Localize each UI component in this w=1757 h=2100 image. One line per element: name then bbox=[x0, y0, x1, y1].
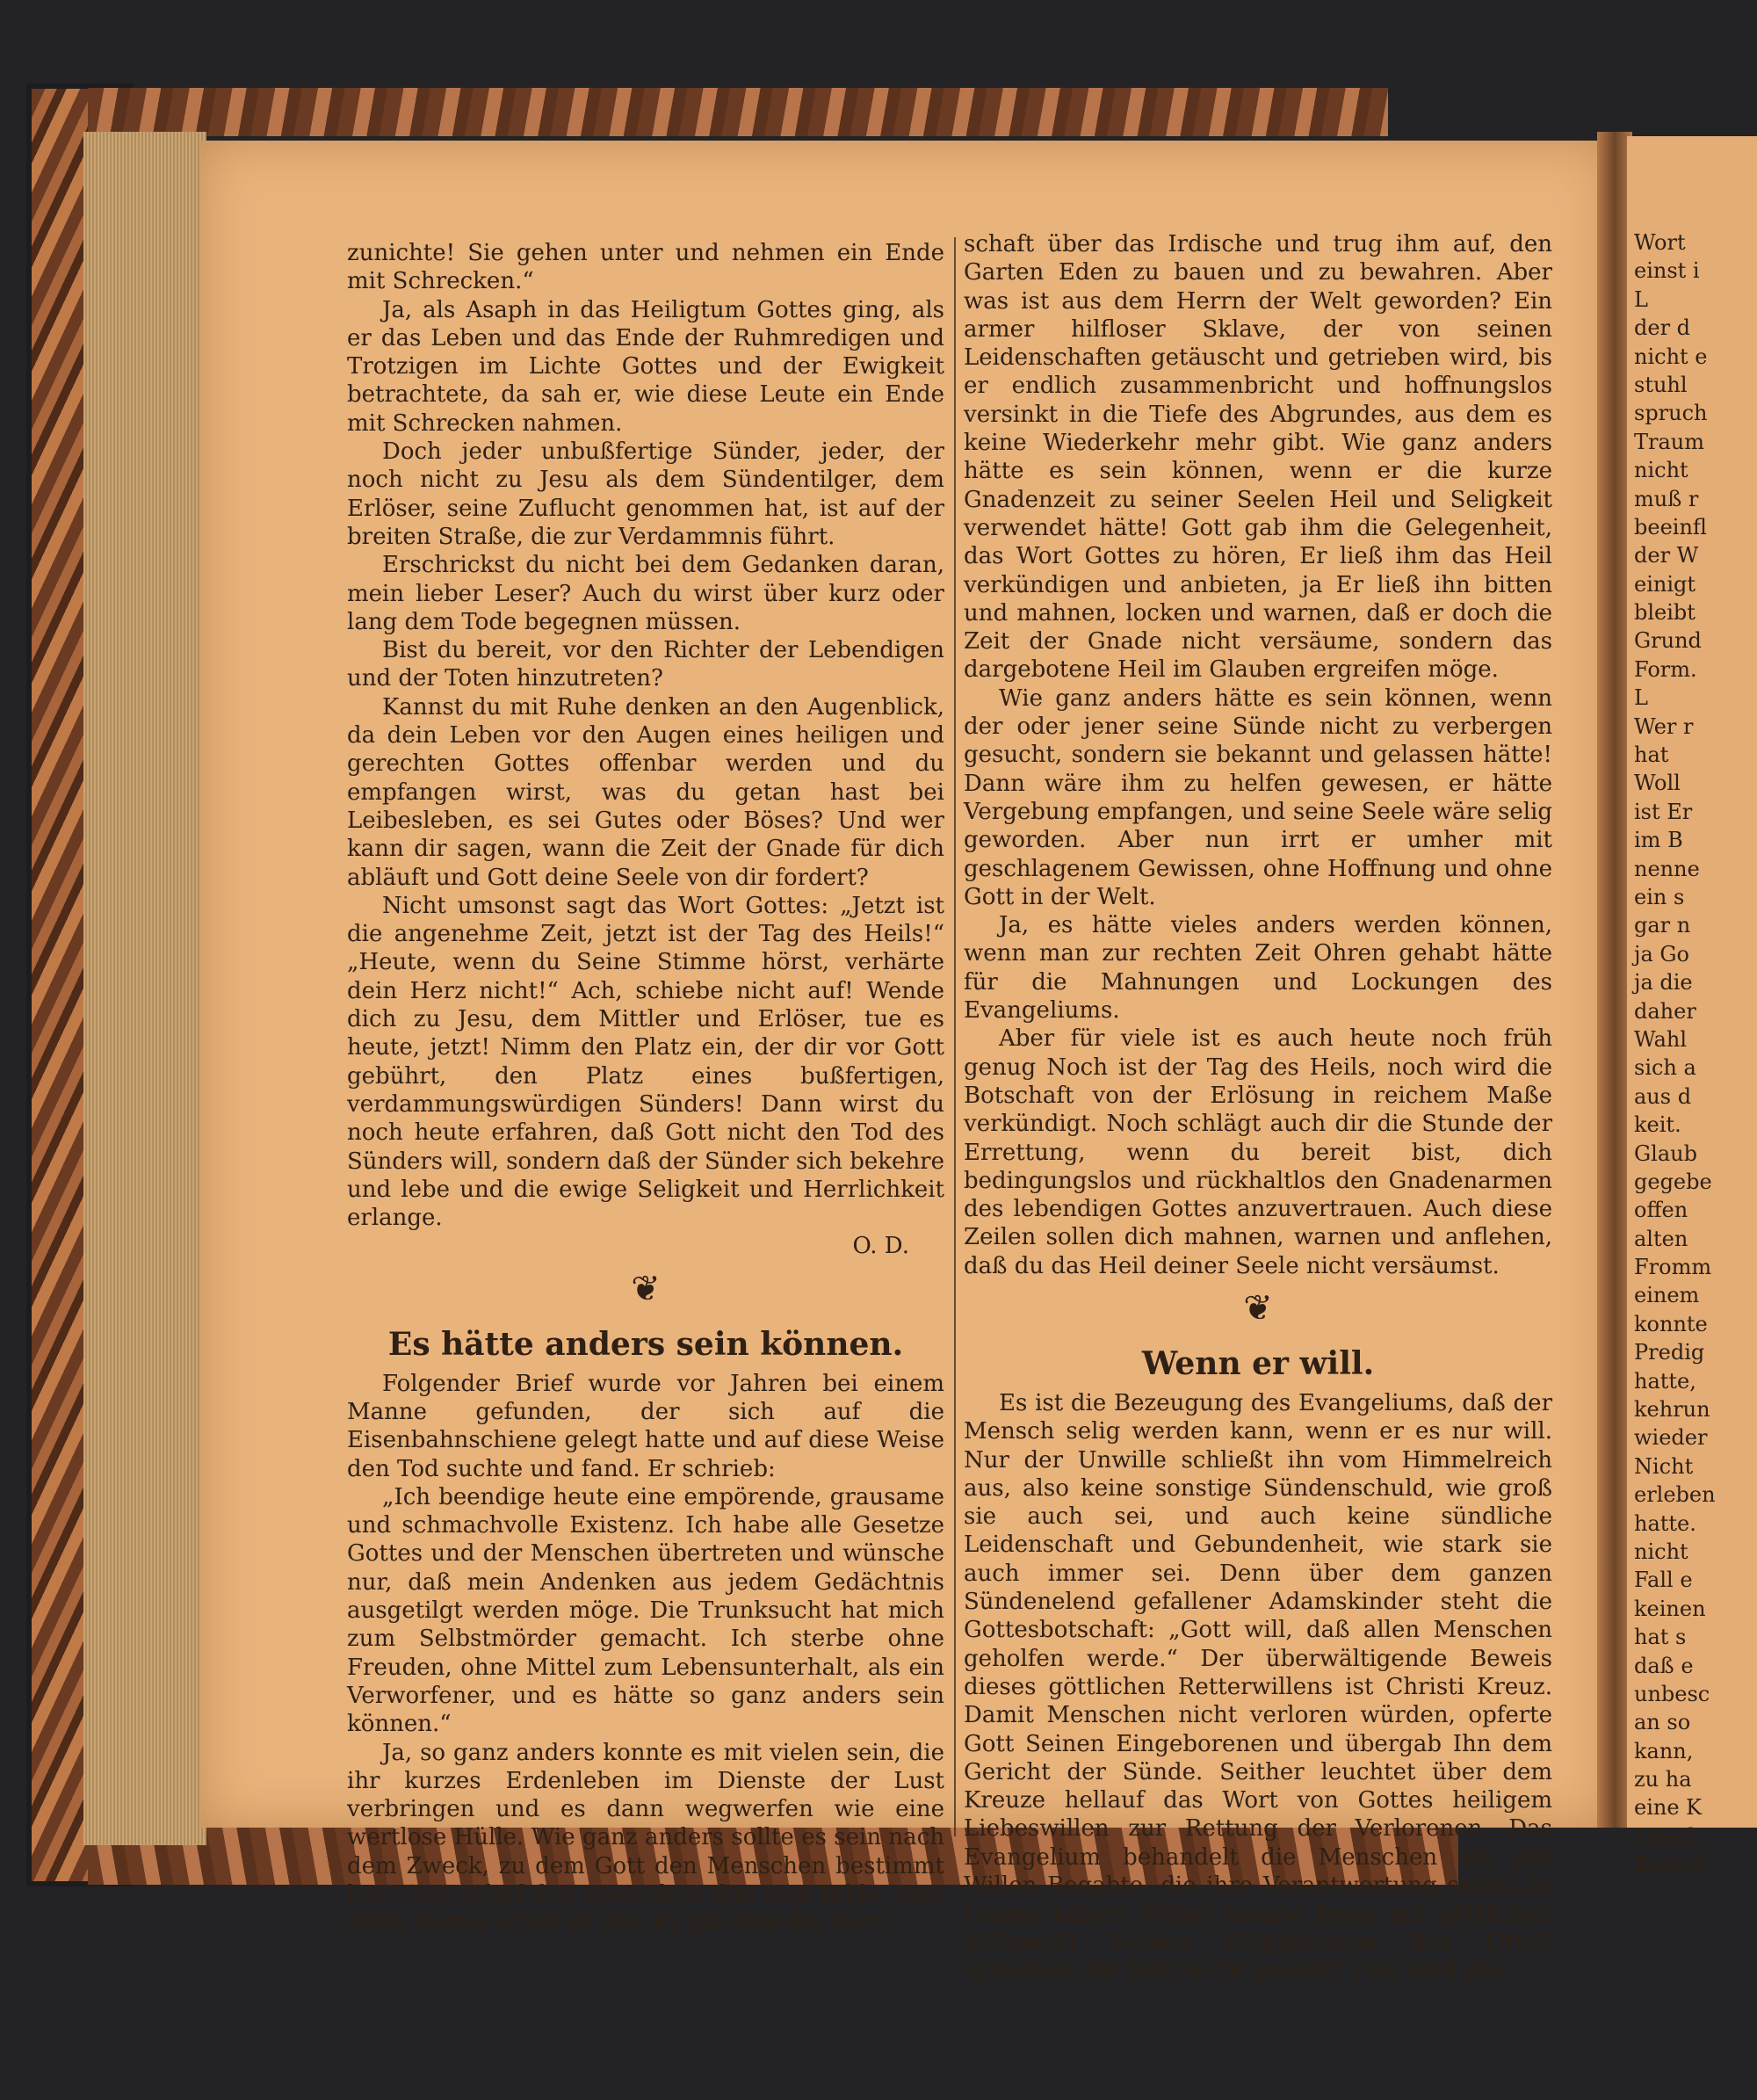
paragraph: Ja, als Asaph in das Heiligtum Gottes ging, als er das Leben und das Ende der Ruhmredigen und Trotzigen im Lichte Gottes und der Ewigkeit betrachtete, da sah er, wie diese Leute ein Ende mit Schrecken nahmen. bbox=[347, 296, 944, 437]
next-page-line: Wer r bbox=[1634, 713, 1694, 739]
book-cover-top bbox=[88, 88, 1388, 136]
paragraph: Doch jeder unbußfertige Sünder, jeder, der noch nicht zu Jesu als dem Sündentilger, dem Erlöser, seine Zuflucht genommen hat, ist auf der breiten Straße, die zur Verdammnis führt. bbox=[347, 438, 944, 550]
next-page-line: alten bbox=[1634, 1226, 1688, 1251]
next-page-line: gar n bbox=[1634, 913, 1691, 938]
paragraph: Es ist die Bezeugung des Evangeliums, daß der Mensch selig werden kann, wenn er es nur will. Nur der Unwille schließt ihn vom Himmelreich aus, also keine sonstige Sündenschuld, wie groß sie auch sei, und auch keine sündliche Leidenschaft und Gebundenheit, wie stark sie auch immer sei. Denn über dem ganzen Sündenelend gefallener Adamskinder steht die Gottesbotschaft: „Gott will, daß allen Menschen geholfen werde.“ Der überwältigende Beweis dieses göttlichen Retterwillens ist Christi Kreuz. Damit Menschen nicht verloren würden, opferte Gott Seinen Eingeborenen und übergab Ihn dem Gericht der Sünde. Seither leuchtet über dem Kreuze hellauf das Wort von Gottes heiligem Liebeswillen zur Rettung der Verlorenen. Das Evangelium behandelt die Menschen als mit Willen Begabte, die ihre Verantwortung selbst zu tragen haben. Daher konnte Jesus mit göttlicher Vollmacht Seinen Zeitgenossen das Urteil sprechen: Ihr habt nicht gewollt! Das wird das bbox=[964, 1389, 1552, 1984]
next-page-fragments bbox=[1634, 228, 1757, 1879]
next-page-line: Fall e bbox=[1634, 1568, 1693, 1593]
next-page-line: wieder bbox=[1634, 1425, 1708, 1451]
next-page-line: ja die bbox=[1634, 970, 1693, 996]
next-page-line: keinen bbox=[1634, 1596, 1706, 1621]
next-page-line: stuhl bbox=[1634, 372, 1688, 397]
next-page-line: Wort bbox=[1634, 230, 1686, 255]
paragraph: Erschrickst du nicht bei dem Gedanken daran, mein lieber Leser? Auch du wirst über kurz oder lang dem Tode begegnen müssen. bbox=[347, 552, 944, 635]
next-page-line: hat bbox=[1634, 742, 1669, 768]
paragraph: schaft über das Irdische und trug ihm auf, den Garten Eden zu bauen und zu bewahren. Aber was ist aus dem Herrn der Welt geworden? Ein armer hilfloser Sklave, der von seinen Leidenschaften getäuscht und getrieben wird, bis er endlich zusammenbricht und hoffnungslos versinkt in die Tiefe des Abgrundes, aus dem es keine Wiederkehr mehr gibt. Wie ganz anders hätte es sein können, wenn er die kurze Gnadenzeit zu seiner Seelen Heil und Seligkeit verwendet hätte! Gott gab ihm die Gelegenheit, das Wort Gottes zu hören, Er ließ ihm das Heil verkündigen und anbieten, ja Er ließ ihn bitten und mahnen, locken und warnen, daß er doch die Zeit der Gnade nicht versäume, sondern das dargebotene Heil im Glauben ergreifen möge. bbox=[964, 231, 1552, 684]
next-page-line: kehrun bbox=[1634, 1397, 1710, 1423]
next-page-line: nicht bbox=[1634, 458, 1688, 483]
next-page-line: spruch bbox=[1634, 401, 1708, 426]
left-column bbox=[347, 239, 944, 1937]
paragraph: Aber für viele ist es auch heute noch früh genug Noch ist der Tag des Heils, noch wird die Botschaft von der Erlösung in reichem Maße verkündigt. Noch schlägt auch dir die Stunde der Errettung, wenn du bereit bist, dich bedingungslos und rückhaltlos den Gnadenarmen des lebendigen Gottes anzuvertrauen. Auch diese Zeilen sollen dich mahnen, warnen und anflehen, daß du das Heil deiner Seele nicht versäumst. bbox=[964, 1025, 1552, 1279]
next-page-line: ist Er bbox=[1634, 799, 1693, 824]
paragraph: Wie ganz anders hätte es sein können, wenn der oder jener seine Sünde nicht zu verbergen gesucht, sondern sie bekannt und gelassen hätte! Dann wäre ihm zu helfen gewesen, er hätte Vergebung empfangen, und seine Seele wäre selig geworden. Aber nun irrt er umher mit geschlagenem Gewissen, ohne Hoffnung und ohne Gott in der Welt. bbox=[964, 684, 1552, 910]
column-separator bbox=[954, 237, 956, 1836]
next-page-line: gegebe bbox=[1634, 1169, 1712, 1194]
next-page-line: Entsch bbox=[1634, 1852, 1708, 1878]
next-page-line: einigt bbox=[1634, 571, 1696, 597]
next-page-line: bleibt bbox=[1634, 600, 1696, 626]
next-page-line: Glaub bbox=[1634, 1141, 1697, 1166]
right-column bbox=[964, 230, 1552, 1985]
page-edges bbox=[83, 132, 206, 1845]
next-page-line: ein s bbox=[1634, 884, 1685, 909]
next-page-line: keit. bbox=[1634, 1112, 1681, 1138]
right-page bbox=[1627, 136, 1757, 1878]
next-page-line: daß e bbox=[1634, 1653, 1694, 1678]
paragraph: Folgender Brief wurde vor Jahren bei einem Manne gefunden, der sich auf die Eisenbahnschiene gelegt hatte und auf diese Weise den Tod suchte und fand. Er schrieb: bbox=[347, 1370, 944, 1482]
article-title: Es hätte anders sein können. bbox=[387, 1325, 904, 1363]
paragraph: Kannst du mit Ruhe denken an den Augenblick, da dein Leben vor den Augen eines heiligen und gerechten Gottes offenbar werden und du empfangen wirst, was du getan hast bei Leibesleben, es sei Gutes oder Böses? Und wer kann dir sagen, wann die Zeit der Gnade für dich abläuft und Gott deine Seele von dir fordert? bbox=[347, 693, 944, 891]
next-page-line: hat s bbox=[1634, 1625, 1687, 1650]
next-page-line: erleben bbox=[1634, 1482, 1716, 1508]
next-page-line: an so bbox=[1634, 1710, 1691, 1735]
next-page-line: Form. bbox=[1634, 656, 1697, 682]
next-page-line: Nicht bbox=[1634, 1453, 1694, 1479]
article-title: Wenn er will. bbox=[1141, 1344, 1375, 1382]
next-page-line: nicht e bbox=[1634, 344, 1708, 369]
next-page-line: L bbox=[1634, 286, 1648, 312]
next-page-line: hatte, bbox=[1634, 1368, 1696, 1394]
next-page-line: sich a bbox=[1634, 1055, 1696, 1081]
next-page-line: der W bbox=[1634, 543, 1699, 568]
next-page-line: Wahl bbox=[1634, 1026, 1688, 1052]
next-page-line: im B bbox=[1634, 828, 1683, 853]
fleuron-divider: ❦ bbox=[1243, 1287, 1273, 1329]
next-page-line: unbesc bbox=[1634, 1681, 1710, 1706]
next-page-line: Fromm bbox=[1634, 1255, 1712, 1280]
paragraph: zunichte! Sie gehen unter und nehmen ein Ende mit Schrecken.“ bbox=[347, 240, 944, 295]
next-page-line: hatte. bbox=[1634, 1510, 1696, 1536]
next-page-line: ja Go bbox=[1634, 941, 1689, 967]
next-page-line: offen bbox=[1634, 1198, 1688, 1223]
next-page-line: einst i bbox=[1634, 258, 1700, 284]
next-page-line: L bbox=[1634, 685, 1648, 711]
next-page-line: Traum bbox=[1634, 429, 1705, 454]
next-page-line: beeinfl bbox=[1634, 514, 1707, 539]
paragraph: „Ich beendige heute eine empörende, grausame und schmachvolle Existenz. Ich habe alle Gesetze Gottes und der Menschen übertreten und wünsche nur, daß mein Andenken aus jedem Gedächtnis ausgetilgt werden möge. Die Trunksucht hat mich zum Selbstmörder gemacht. Ich sterbe ohne Freuden, ohne Mittel zum Lebensunterhalt, als ein Verworfener, und es hätte so ganz anders sein können.“ bbox=[347, 1483, 944, 1738]
paragraph: Bist du bereit, vor den Richter der Lebendigen und der Toten hinzutreten? bbox=[347, 637, 944, 692]
paragraph: Ja, es hätte vieles anders werden können, wenn man zur rechten Zeit Ohren gehabt hätte für die Mahnungen und Lockungen des Evangeliums. bbox=[964, 912, 1552, 1025]
next-page-line: eine K bbox=[1634, 1795, 1703, 1821]
next-page-line: muß r bbox=[1634, 486, 1699, 511]
next-page-line: konnte bbox=[1634, 1311, 1708, 1336]
paragraph: Nicht umsonst sagt das Wort Gottes: „Jetzt ist die angenehme Zeit, jetzt ist der Tag des Heils!“ „Heute, wenn du Seine Stimme hörst, verhärte dein Herz nicht!“ Ach, schiebe nicht auf! Wende dich zu Jesu, dem Mittler und Erlöser, tue es heute, jetzt! Nimm den Platz ein, der dir vor Gott gebührt, den Platz eines bußfertigen, verdammungswürdigen Sünders! Dann wirst du noch heute erfahren, daß Gott nicht den Tod des Sünders will, sondern daß der Sünder sich bekehre und lebe und die ewige Seligkeit und Herrlichkeit erlange. bbox=[347, 892, 944, 1232]
next-page-line: Predig bbox=[1634, 1340, 1705, 1365]
next-page-line: einem bbox=[1634, 1283, 1700, 1308]
next-page-line: Unsch bbox=[1634, 1823, 1702, 1849]
next-page-line: daher bbox=[1634, 998, 1696, 1024]
next-page-line: nenne bbox=[1634, 856, 1700, 881]
next-page-line: nicht bbox=[1634, 1539, 1688, 1564]
next-page-line: zu ha bbox=[1634, 1767, 1692, 1792]
next-page-line: Grund bbox=[1634, 628, 1702, 654]
signature: O. D. bbox=[852, 1233, 909, 1260]
next-page-line: kann, bbox=[1634, 1738, 1694, 1763]
paragraph: Ja, so ganz anders konnte es mit vielen sein, die ihr kurzes Erdenleben im Dienste der Lust verbringen und es dann wegwerfen wie eine wertlose Hülle. Wie ganz anders sollte es sein nach dem Zweck, zu dem Gott den Menschen bestimmt hat! Gott schuf den Menschen Ihm zum Bilde, zum Bilde Gottes schuf Er ihn. Er gab ihm die Herr- bbox=[347, 1739, 944, 1937]
fleuron-divider: ❦ bbox=[631, 1268, 661, 1309]
next-page-line: aus d bbox=[1634, 1083, 1692, 1109]
next-page-line: Woll bbox=[1634, 771, 1681, 796]
next-page-line: der d bbox=[1634, 315, 1691, 341]
